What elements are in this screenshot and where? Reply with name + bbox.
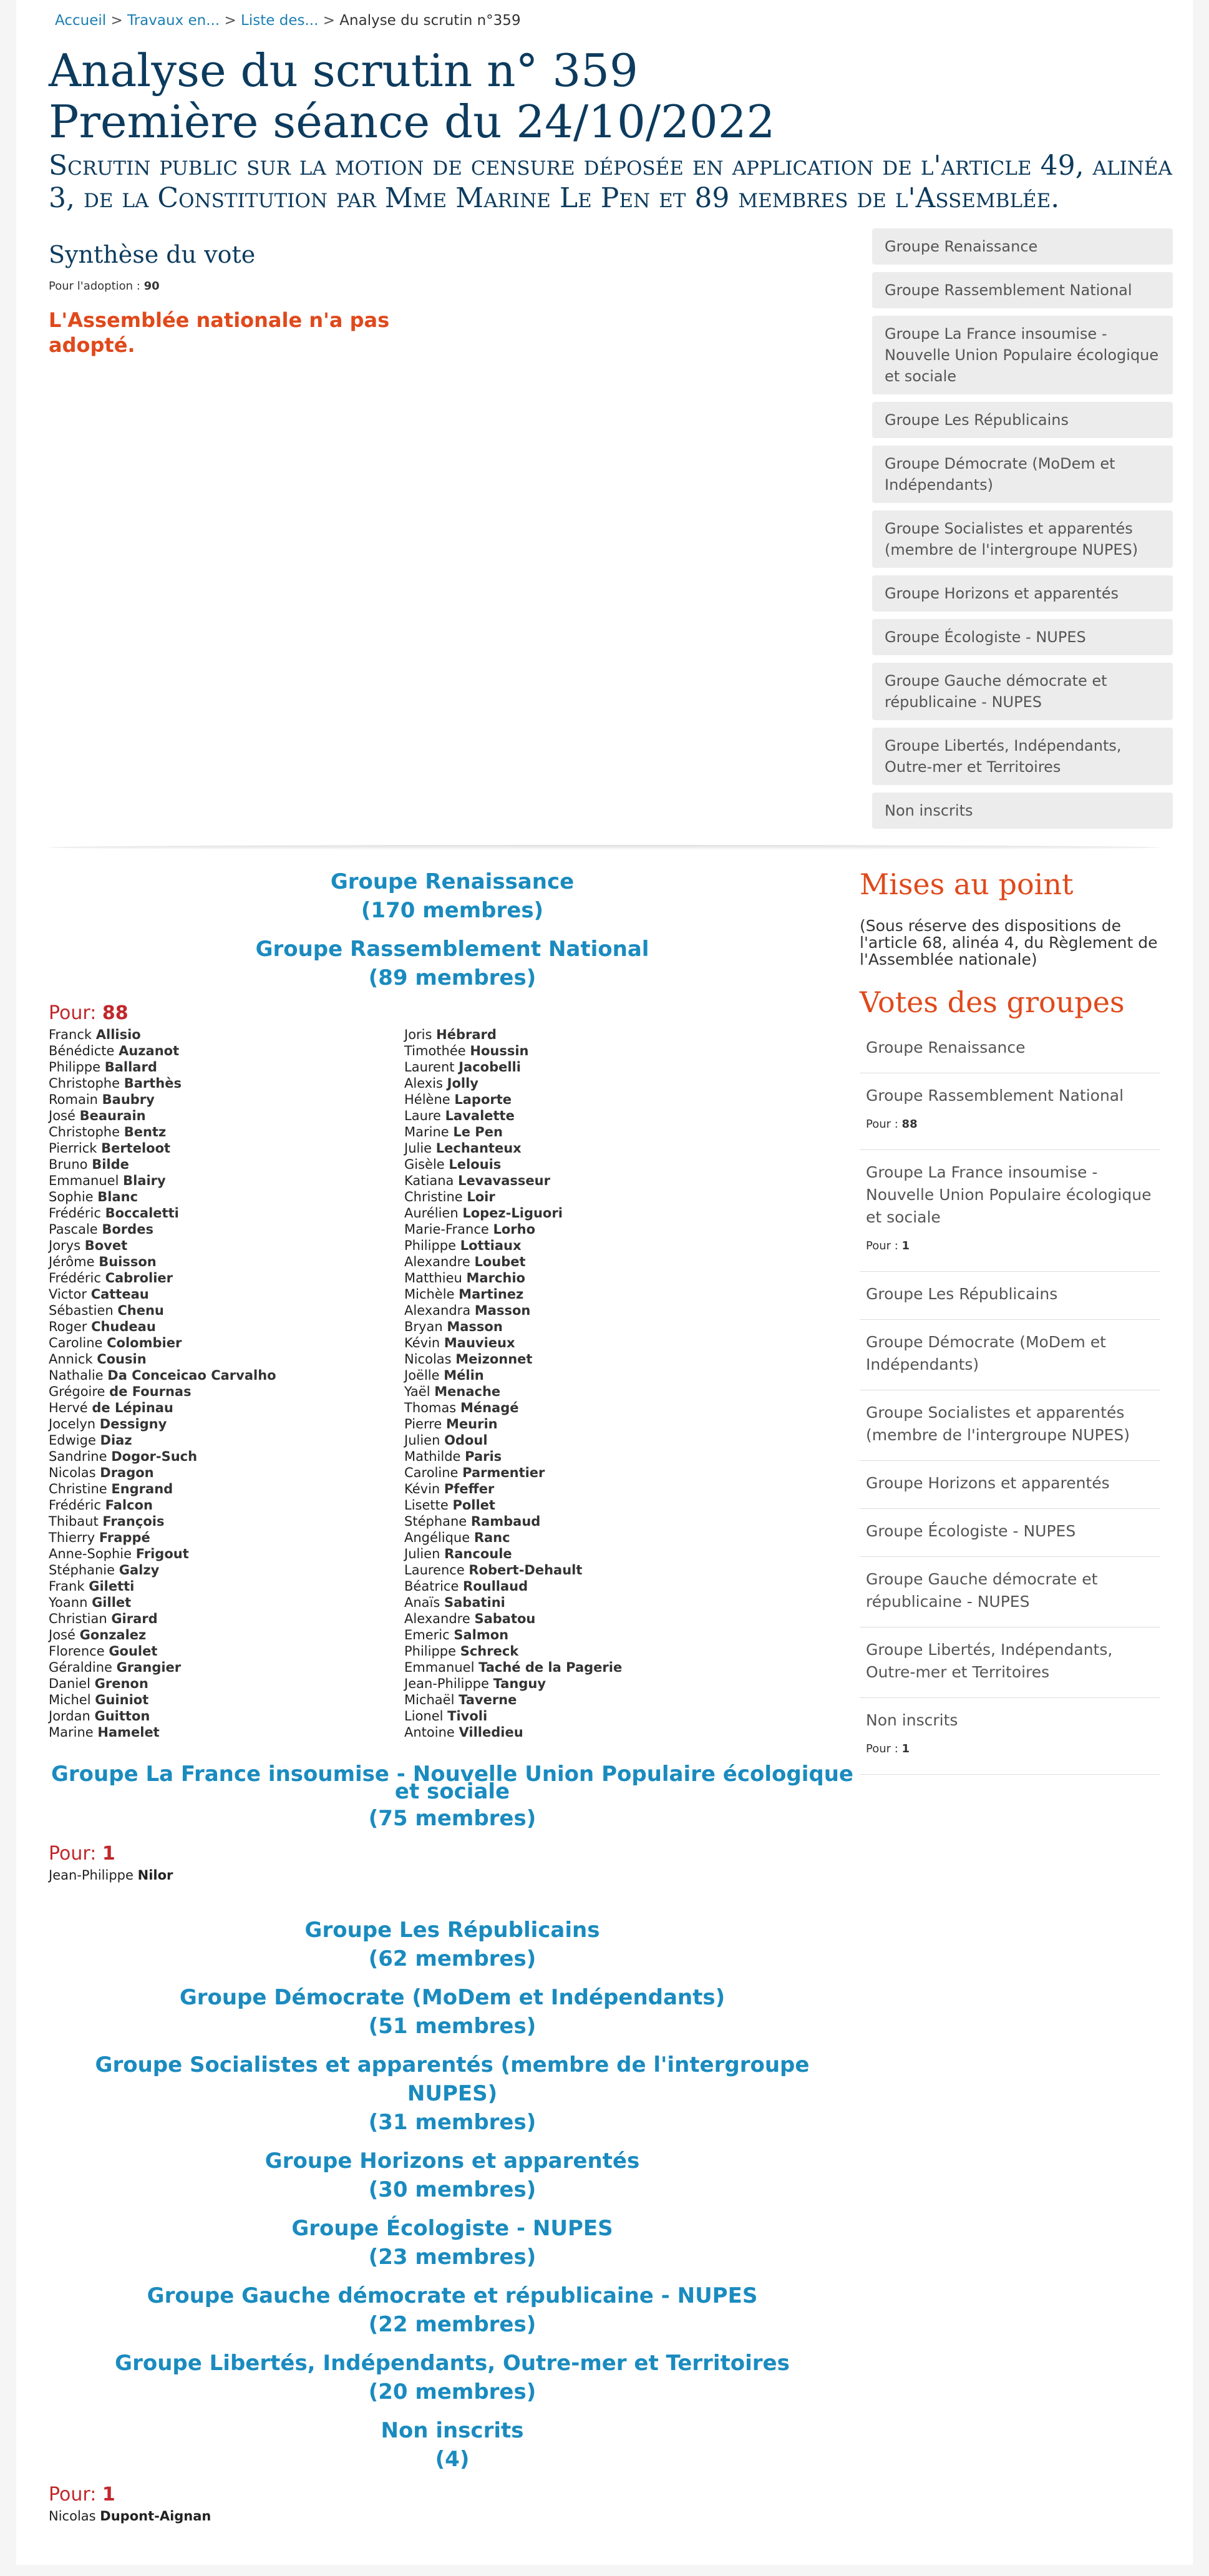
member-name: Christophe Bentz (49, 1125, 167, 1139)
group-count-non-inscrits: (4) (435, 2447, 470, 2472)
group-title-gdr: Groupe Gauche démocrate et républicaine - NUPES (147, 2283, 758, 2308)
member-name: Christine Engrand (49, 1481, 173, 1496)
member-name: Caroline Parmentier (404, 1465, 545, 1480)
group-nav-horizons[interactable]: Groupe Horizons et apparentés (872, 575, 1173, 612)
member-name: Frank Giletti (49, 1579, 135, 1594)
breadcrumb-liste[interactable]: Liste des... (241, 12, 319, 29)
member-list-rn (49, 1027, 856, 1740)
member-name: Lisette Pollet (404, 1498, 495, 1513)
member-name: Annick Cousin (49, 1352, 147, 1367)
group-count-liot: (20 membres) (368, 2379, 537, 2404)
member-name: Marine Le Pen (404, 1125, 503, 1139)
group-vote-item[interactable] (860, 1073, 1160, 1150)
member-name: Angélique Ranc (404, 1530, 510, 1545)
group-navigation (872, 228, 1173, 836)
group-vote-item[interactable] (860, 1698, 1160, 1775)
group-count-renaissance: (170 membres) (361, 898, 544, 923)
member-name: Emeric Salmon (404, 1627, 509, 1642)
group-vote-pour: Pour : 88 (866, 1118, 918, 1131)
group-count-horizons: (30 membres) (368, 2177, 537, 2202)
member-name: Sandrine Dogor-Such (49, 1449, 198, 1464)
vote-result: L'Assemblée nationale n'a pas adopté. (49, 308, 390, 357)
member-name: Victor Catteau (49, 1287, 149, 1302)
member-name: Nicolas Meizonnet (404, 1352, 533, 1367)
member-name: Hervé de Lépinau (49, 1400, 173, 1415)
member-name: Emmanuel Taché de la Pagerie (404, 1660, 623, 1675)
member-name: Timothée Houssin (404, 1043, 529, 1058)
member-name: Anaïs Sabatini (404, 1595, 505, 1610)
group-vote-name: Groupe Libertés, Indépendants, Outre-mer et Territoires (866, 1641, 1113, 1681)
member-name: Florence Goulet (49, 1644, 158, 1659)
group-title-non-inscrits: Non inscrits (381, 2418, 524, 2443)
group-vote-item[interactable] (860, 1025, 1160, 1073)
member-name: Yaël Menache (404, 1384, 501, 1399)
member-name: Pierrick Berteloot (49, 1141, 171, 1156)
member-name: Frédéric Boccaletti (49, 1206, 179, 1221)
section-divider (49, 845, 1160, 850)
group-count-lr: (62 membres) (368, 1946, 537, 1971)
member-non-inscrits: Nicolas Dupont-Aignan (49, 2509, 211, 2524)
member-name: Sophie Blanc (49, 1189, 138, 1204)
adoption-value: 90 (143, 280, 160, 293)
member-name: Joris Hébrard (404, 1027, 497, 1042)
member-name: Nathalie Da Conceicao Carvalho (49, 1368, 276, 1383)
member-name: José Gonzalez (49, 1627, 147, 1642)
group-nav-liot[interactable]: Groupe Libertés, Indépendants, Outre-mer et Territoires (872, 728, 1173, 785)
member-name: Pierre Meurin (404, 1417, 498, 1432)
group-vote-item[interactable] (860, 1272, 1160, 1320)
group-vote-item[interactable] (860, 1390, 1160, 1461)
pour-count-non-inscrits: Pour: 1 (49, 2484, 115, 2505)
member-name: Romain Baubry (49, 1092, 155, 1107)
group-nav-lfi[interactable]: Groupe La France insoumise - Nouvelle Union Populaire écologique et sociale (872, 316, 1173, 394)
member-name: Laurent Jacobelli (404, 1060, 521, 1075)
member-name: Bruno Bilde (49, 1157, 129, 1172)
member-name: Nicolas Dragon (49, 1465, 154, 1480)
member-name: Grégoire de Fournas (49, 1384, 192, 1399)
member-name: Matthieu Marchio (404, 1271, 525, 1286)
member-name: Yoann Gillet (49, 1595, 132, 1610)
member-name: Anne-Sophie Frigout (49, 1546, 189, 1561)
group-title-lfi: Groupe La France insoumise - Nouvelle Union Populaire écologique et sociale (51, 1762, 853, 1804)
member-name: Christophe Barthès (49, 1076, 182, 1091)
group-title-rn: Groupe Rassemblement National (255, 937, 649, 962)
group-count-modem: (51 membres) (368, 2014, 537, 2039)
group-nav-rn[interactable]: Groupe Rassemblement National (872, 272, 1173, 308)
group-vote-item[interactable] (860, 1461, 1160, 1509)
group-count-rn: (89 membres) (368, 965, 537, 990)
group-vote-name: Groupe La France insoumise - Nouvelle Union Populaire écologique et sociale (866, 1163, 1152, 1226)
member-name: Alexandre Loubet (404, 1254, 526, 1269)
vote-synthesis (32, 228, 868, 836)
mises-au-point-heading: Mises au point (860, 867, 1074, 901)
group-vote-item[interactable] (860, 1627, 1160, 1698)
group-vote-pour: Pour : 1 (866, 1239, 910, 1252)
group-count-lfi: (75 membres) (368, 1806, 537, 1831)
group-title-liot: Groupe Libertés, Indépendants, Outre-mer et Territoires (115, 2351, 790, 2376)
group-vote-item[interactable] (860, 1150, 1160, 1272)
group-title-renaissance: Groupe Renaissance (330, 869, 575, 894)
group-vote-pour: Pour : 1 (866, 1742, 910, 1755)
member-lfi: Jean-Philippe Nilor (49, 1868, 173, 1883)
member-name: Alexis Jolly (404, 1076, 478, 1091)
breadcrumb (32, 0, 1177, 29)
member-name: Thibaut François (49, 1514, 165, 1529)
group-nav-modem[interactable]: Groupe Démocrate (MoDem et Indépendants) (872, 446, 1173, 503)
breadcrumb-current: Analyse du scrutin n°359 (339, 12, 521, 29)
member-name: Lionel Tivoli (404, 1709, 488, 1724)
breadcrumb-travaux[interactable]: Travaux en... (127, 12, 220, 29)
member-name: Mathilde Paris (404, 1449, 502, 1464)
member-name: Laure Lavalette (404, 1108, 515, 1123)
group-count-socialistes: (31 membres) (368, 2110, 537, 2135)
member-name: Alexandra Masson (404, 1303, 531, 1318)
member-name: Laurence Robert-Dehault (404, 1563, 583, 1578)
member-name: Frédéric Falcon (49, 1498, 153, 1513)
member-name: Katiana Levavasseur (404, 1173, 550, 1188)
member-name: Christian Girard (49, 1611, 158, 1626)
group-vote-item[interactable] (860, 1509, 1160, 1557)
member-name: Marine Hamelet (49, 1725, 160, 1740)
member-name: Hélène Laporte (404, 1092, 512, 1107)
group-nav-ecologiste[interactable]: Groupe Écologiste - NUPES (872, 619, 1173, 655)
group-vote-item[interactable] (860, 1320, 1160, 1390)
pour-count-rn: Pour: 88 (49, 1002, 129, 1024)
member-name: Kévin Pfeffer (404, 1481, 495, 1496)
member-name: Michèle Martinez (404, 1287, 524, 1302)
member-name: Marie-France Lorho (404, 1222, 536, 1237)
member-name: Michel Guiniot (49, 1692, 149, 1707)
group-nav-renaissance[interactable]: Groupe Renaissance (872, 228, 1173, 265)
group-title-modem: Groupe Démocrate (MoDem et Indépendants) (179, 1985, 726, 2010)
groups-detail (32, 867, 856, 2543)
group-title-horizons: Groupe Horizons et apparentés (265, 2149, 640, 2174)
group-vote-name: Groupe Renaissance (866, 1038, 1026, 1056)
group-vote-name: Groupe Gauche démocrate et républicaine - NUPES (866, 1570, 1098, 1611)
adoption-count: Pour l'adoption : 90 (49, 280, 160, 293)
group-nav-socialistes[interactable]: Groupe Socialistes et apparentés (membre de l'intergroupe NUPES) (872, 510, 1173, 568)
member-name: Gisèle Lelouis (404, 1157, 502, 1172)
group-vote-name: Non inscrits (866, 1711, 958, 1729)
member-name: Jorys Bovet (49, 1238, 128, 1253)
page-subtitle: Scrutin public sur la motion de censure déposée en application de l'article 49, alinéa 3, de la Constitution par Mme Marine Le Pen et 89 membres de l'Assemblée. (49, 150, 1172, 214)
group-vote-name: Groupe Socialistes et apparentés (membre de l'intergroupe NUPES) (866, 1403, 1130, 1444)
member-name: Roger Chudeau (49, 1319, 156, 1334)
group-nav-non-inscrits[interactable]: Non inscrits (872, 793, 1173, 829)
member-name: Joëlle Mélin (404, 1368, 484, 1383)
member-name: Michaël Taverne (404, 1692, 517, 1707)
member-name: Philippe Schreck (404, 1644, 519, 1659)
member-name: José Beaurain (49, 1108, 146, 1123)
member-name: Daniel Grenon (49, 1676, 148, 1691)
member-name: Caroline Colombier (49, 1335, 182, 1350)
member-name: Christine Loir (404, 1189, 495, 1204)
member-name: Géraldine Grangier (49, 1660, 182, 1675)
member-name: Philippe Ballard (49, 1060, 157, 1075)
page-title (49, 45, 1177, 147)
member-name: Pascale Bordes (49, 1222, 153, 1237)
breadcrumb-separator: > (224, 12, 241, 29)
member-name: Emmanuel Blairy (49, 1173, 166, 1188)
member-column-1 (49, 1027, 404, 1740)
group-title-socialistes: Groupe Socialistes et apparentés (membre de l'intergroupe NUPES) (95, 2052, 810, 2106)
group-title-ecologiste: Groupe Écologiste - NUPES (291, 2216, 613, 2241)
pour-count-lfi: Pour: 1 (49, 1843, 115, 1865)
pour-value-lfi: 1 (102, 1843, 115, 1865)
group-votes-list (860, 1025, 1160, 1775)
member-name: Stéphane Rambaud (404, 1514, 541, 1529)
group-vote-name: Groupe Écologiste - NUPES (866, 1522, 1076, 1540)
member-name: Julien Odoul (404, 1433, 488, 1448)
breadcrumb-accueil[interactable]: Accueil (55, 12, 107, 29)
member-name: Thierry Frappé (49, 1530, 150, 1545)
member-name: Frédéric Cabrolier (49, 1271, 173, 1286)
group-vote-name: Groupe Démocrate (MoDem et Indépendants) (866, 1333, 1106, 1373)
member-name: Philippe Lottiaux (404, 1238, 522, 1253)
votes-groupes-heading: Votes des groupes (860, 985, 1125, 1019)
group-vote-item[interactable] (860, 1557, 1160, 1627)
group-nav-gdr[interactable]: Groupe Gauche démocrate et républicaine - NUPES (872, 663, 1173, 720)
member-name: Thomas Ménagé (404, 1400, 519, 1415)
member-name: Aurélien Lopez-Liguori (404, 1206, 563, 1221)
member-name: Bénédicte Auzanot (49, 1043, 180, 1058)
page-title-line1: Analyse du scrutin n° 359 (49, 44, 638, 97)
member-name: Julie Lechanteux (404, 1141, 522, 1156)
member-name: Bryan Masson (404, 1319, 503, 1334)
member-name: Julien Rancoule (404, 1546, 512, 1561)
member-name: Béatrice Roullaud (404, 1579, 528, 1594)
breadcrumb-separator: > (323, 12, 340, 29)
group-vote-name: Groupe Horizons et apparentés (866, 1474, 1110, 1492)
member-name: Kévin Mauvieux (404, 1335, 515, 1350)
sidebar (860, 867, 1160, 2543)
member-name: Franck Allisio (49, 1027, 141, 1042)
group-nav-lr[interactable]: Groupe Les Républicains (872, 402, 1173, 438)
pour-value-rn: 88 (102, 1002, 129, 1024)
group-title-lr: Groupe Les Républicains (304, 1918, 600, 1943)
group-count-gdr: (22 membres) (368, 2312, 537, 2337)
page-title-line2: Première séance du 24/10/2022 (49, 95, 775, 148)
group-count-ecologiste: (23 membres) (368, 2245, 537, 2270)
synthesis-heading: Synthèse du vote (49, 241, 256, 268)
pour-value-non-inscrits: 1 (102, 2484, 115, 2505)
mises-au-point-note: (Sous réserve des dispositions de l'article 68, alinéa 4, du Règlement de l'Assemblée nationale) (860, 917, 1158, 968)
group-vote-name: Groupe Rassemblement National (866, 1086, 1124, 1105)
member-name: Jérôme Buisson (49, 1254, 157, 1269)
breadcrumb-separator: > (110, 12, 128, 29)
member-name: Antoine Villedieu (404, 1725, 523, 1740)
member-column-2 (404, 1027, 760, 1740)
member-name: Jean-Philippe Tanguy (404, 1676, 546, 1691)
member-name: Jordan Guitton (49, 1709, 150, 1724)
member-name: Edwige Diaz (49, 1433, 132, 1448)
group-vote-name: Groupe Les Républicains (866, 1285, 1058, 1303)
member-name: Stéphanie Galzy (49, 1563, 160, 1578)
member-name: Jocelyn Dessigny (49, 1417, 167, 1432)
member-name: Alexandre Sabatou (404, 1611, 536, 1626)
member-name: Sébastien Chenu (49, 1303, 164, 1318)
page (16, 0, 1193, 2565)
